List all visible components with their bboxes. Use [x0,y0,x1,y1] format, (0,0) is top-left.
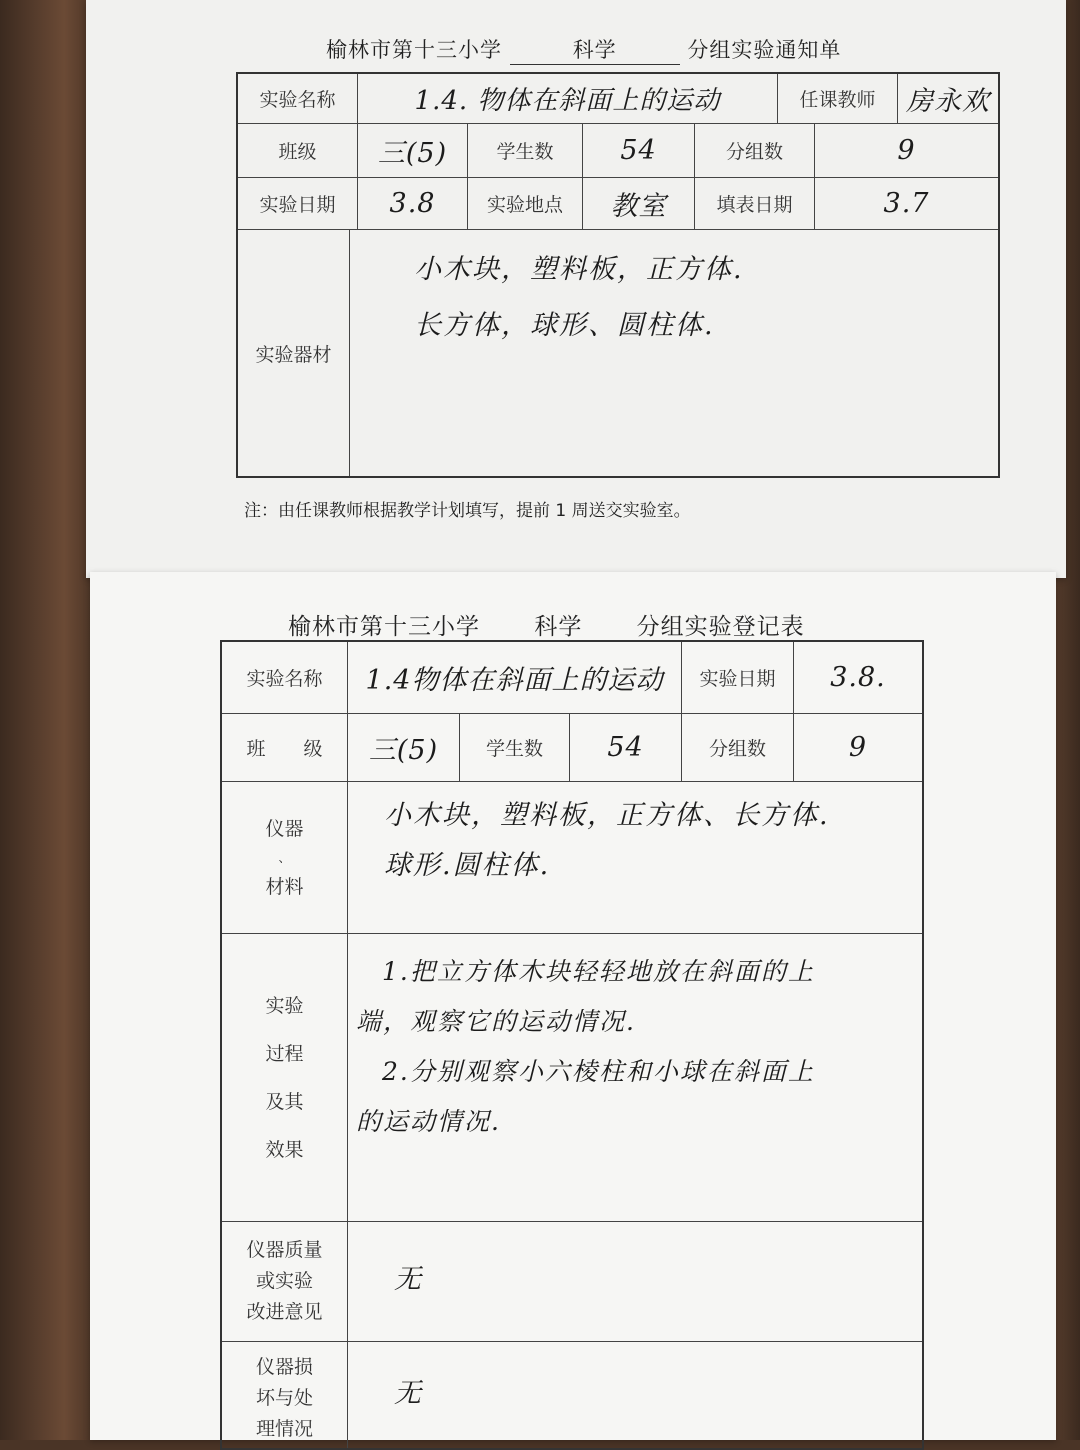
notice-label-exp-date: 实验日期 [238,178,358,230]
register-label-materials-3: 材料 [265,875,304,898]
register-label-quality [222,1222,348,1342]
register-process-line-4: 的运动情况. [356,1107,501,1136]
register-label-damage-1: 仪器损 [255,1356,313,1378]
register-label-groups: 分组数 [682,714,794,782]
table-background-left [0,0,92,1440]
register-value-quality [348,1222,922,1342]
notice-value-exp-date: 3.8 [358,178,468,230]
register-label-materials-1: 仪器 [265,817,304,840]
notice-sheet [86,0,1066,578]
register-process-line-2: 端，观察它的运动情况. [356,1007,636,1036]
notice-form [236,72,1000,478]
notice-value-materials [350,230,998,476]
notice-label-fill-date: 填表日期 [695,178,815,230]
notice-value-exp-name: 1.4. 物体在斜面上的运动 [358,74,778,124]
notice-value-teacher: 房永欢 [898,74,998,124]
notice-label-students: 学生数 [468,124,583,178]
notice-value-groups: 9 [815,124,998,178]
notice-label-exp-name: 实验名称 [238,74,358,124]
register-label-process-1: 实验 [265,994,304,1017]
register-process-line-3: 2.分别观察小六棱柱和小球在斜面上 [382,1057,815,1086]
notice-title-suffix: 分组实验通知单 [687,38,842,62]
register-value-class: 三(5) [348,714,460,782]
notice-value-class: 三(5) [358,124,468,178]
notice-label-groups: 分组数 [695,124,815,178]
register-label-process [222,934,348,1222]
notice-value-students: 54 [583,124,695,178]
register-value-process [348,934,922,1222]
register-value-groups: 9 [794,714,922,782]
register-quality-text: 无 [394,1264,423,1295]
notice-label-teacher: 任课教师 [778,74,898,124]
register-label-quality-1: 仪器质量 [246,1239,323,1261]
register-label-exp-date: 实验日期 [682,642,794,714]
register-title-school: 榆林市第十三小学 [288,614,480,640]
register-title [288,608,805,642]
register-label-students: 学生数 [460,714,570,782]
notice-label-class: 班级 [238,124,358,178]
register-process-line-1: 1.把立方体木块轻轻地放在斜面的上 [382,957,815,986]
notice-footnote: 注：由任课教师根据教学计划填写，提前 1 周送交实验室。 [244,501,691,521]
notice-materials-line-1: 小木块，塑料板，正方体. [414,254,744,285]
register-sheet [90,572,1056,1440]
register-label-process-3: 及其 [265,1090,304,1113]
notice-value-fill-date: 3.7 [815,178,998,230]
register-label-damage [222,1342,348,1448]
notice-value-location: 教室 [583,178,695,230]
register-damage-text: 无 [394,1378,423,1409]
notice-title [326,34,841,65]
register-value-exp-name: 1.4物体在斜面上的运动 [348,642,682,714]
register-title-suffix: 分组实验登记表 [636,614,805,640]
register-value-exp-date: 3.8. [794,642,922,714]
register-label-class: 班 级 [222,714,348,782]
register-label-damage-3: 理情况 [255,1418,313,1440]
notice-materials-line-2: 长方体，球形、圆柱体. [414,310,715,341]
register-value-damage [348,1342,922,1448]
notice-label-materials: 实验器材 [238,230,350,476]
register-label-materials [222,782,348,934]
register-title-subject: 科学 [488,608,628,642]
notice-label-location: 实验地点 [468,178,583,230]
register-label-damage-2: 坏与处 [255,1387,313,1409]
register-label-exp-name: 实验名称 [222,642,348,714]
notice-title-subject: 科学 [510,34,680,65]
register-label-materials-2: 、 [278,850,291,865]
register-label-process-2: 过程 [265,1042,304,1065]
register-label-quality-3: 改进意见 [246,1301,323,1323]
register-label-quality-2: 或实验 [255,1270,313,1292]
register-value-students: 54 [570,714,682,782]
register-materials-line-1: 小木块，塑料板，正方体、长方体. [384,800,830,831]
notice-title-school: 榆林市第十三小学 [326,38,502,62]
register-materials-line-2: 球形.圆柱体. [384,850,551,881]
register-form [220,640,924,1450]
register-label-process-4: 效果 [265,1138,304,1161]
register-value-materials [348,782,922,934]
